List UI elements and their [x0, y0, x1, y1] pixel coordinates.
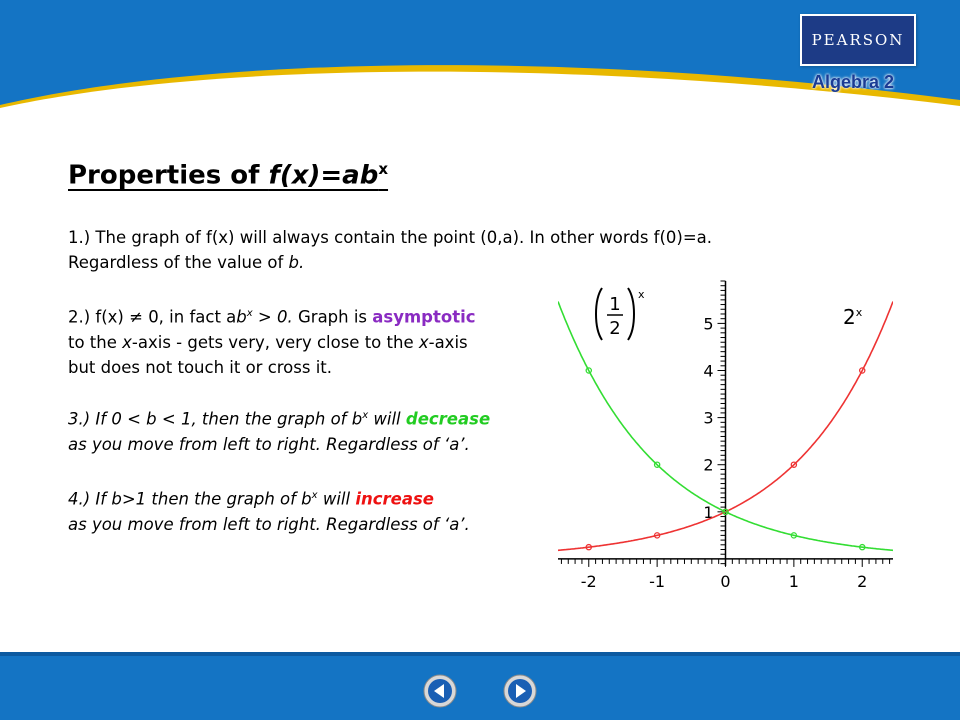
label-half-numerator: 1 — [609, 294, 621, 315]
property-2-text-a: 2.) f(x) ≠ 0, in fact a — [68, 307, 237, 327]
x-tick-label: -1 — [649, 571, 666, 591]
exponential-graph — [558, 276, 893, 606]
property-1-line-2 — [68, 250, 712, 275]
y-tick-label: 4 — [703, 361, 714, 381]
property-3-line-1 — [68, 403, 490, 432]
property-2-line-2 — [68, 330, 476, 355]
label-half-power-x — [596, 288, 645, 340]
property-2-line-2-e: -axis — [428, 332, 468, 352]
title-exponent: x — [378, 160, 389, 178]
x-tick-label: -2 — [580, 571, 597, 591]
title-prefix: Properties of — [68, 160, 269, 191]
property-3-text-b: will — [368, 409, 406, 429]
y-tick-label: 1 — [703, 502, 714, 522]
footer-background — [0, 652, 960, 720]
property-3-line-2: as you move from left to right. Regardless of ‘a’. — [68, 434, 470, 454]
property-4-text-a: 4.) If b>1 then the graph of b — [68, 489, 312, 509]
footer-bar — [0, 652, 960, 720]
arrow-left-icon[interactable] — [423, 674, 457, 708]
title-function: f(x)=ab — [268, 160, 379, 191]
slide-title — [68, 160, 388, 191]
x-tick-label: 0 — [720, 571, 731, 591]
y-tick-label: 3 — [703, 408, 714, 428]
property-2-line-2-x1: x — [122, 332, 132, 352]
logo-text: PEARSON — [811, 31, 905, 49]
property-2-line-1 — [68, 301, 476, 330]
graph-labels — [596, 288, 863, 340]
property-3 — [68, 403, 490, 457]
increase-keyword: increase — [355, 489, 435, 509]
property-2-line-3: but does not touch it or cross it. — [68, 357, 333, 377]
property-1-line-1: 1.) The graph of f(x) will always contain the point (0,a). In other words f(0)=a. — [68, 228, 713, 247]
property-2 — [68, 301, 476, 380]
property-1-var: b. — [288, 253, 305, 272]
header-banner — [0, 0, 960, 110]
label-half-denominator: 2 — [609, 318, 621, 339]
y-tick-label: 5 — [703, 314, 714, 334]
label-2x: 2$^x$ — [843, 305, 863, 329]
pearson-logo — [800, 14, 916, 66]
property-3-exp: x — [362, 410, 369, 421]
property-3-text-a: 3.) If 0 < b < 1, then the graph of b — [68, 409, 363, 429]
y-tick-label: 2 — [703, 455, 714, 475]
label-half-exponent: x — [638, 288, 645, 301]
asymptotic-keyword: asymptotic — [372, 307, 476, 327]
arrow-right-icon[interactable] — [503, 674, 537, 708]
course-label: Algebra 2 — [812, 72, 895, 92]
property-1 — [68, 225, 712, 275]
property-4 — [68, 483, 470, 537]
property-4-line-2: as you move from left to right. Regardless of ‘a’. — [68, 514, 470, 534]
property-2-line-2-x2: x — [418, 332, 429, 352]
property-2-exp: x — [246, 308, 253, 319]
property-4-exp: x — [311, 490, 318, 501]
property-4-text-b: will — [317, 489, 356, 509]
property-2-text-b: Graph is — [292, 307, 373, 327]
decrease-keyword: decrease — [405, 409, 491, 429]
property-2-ineq: > 0. — [252, 307, 293, 327]
property-2-base: b — [236, 307, 247, 327]
property-1-text: Regardless of the value of — [68, 253, 289, 272]
property-2-line-2-a: to the — [68, 332, 123, 352]
property-2-line-2-c: -axis - gets very, very close to the — [131, 332, 419, 352]
x-tick-label: 1 — [788, 571, 799, 591]
property-4-line-1 — [68, 483, 470, 512]
x-tick-label: 2 — [857, 571, 868, 591]
